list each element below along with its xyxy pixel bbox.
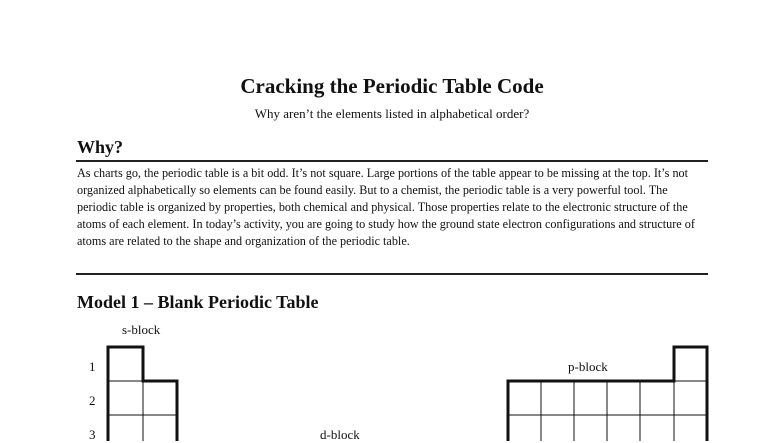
why-heading: Why?: [77, 137, 124, 157]
why-paragraph: As charts go, the periodic table is a bit odd. It’s not square. Large portions of the table appear to be missing at the top. It’s not organized alphabetically so elements can be found easily. But to a chemist, the periodic table is a very powerful tool. The periodic table is organized by properties, both chemical and physical. Those properties relate to the electronic structure of the atoms of each element. In today’s activity, you are going to study how the ground state electron configurations and structure of atoms are related to the shape and organization of the periodic table.: [77, 166, 695, 248]
page-title: Cracking the Periodic Table Code: [240, 74, 544, 98]
row-number-3: 3: [89, 427, 96, 442]
s-block-label: s-block: [122, 322, 161, 337]
row-number-1: 1: [89, 359, 96, 374]
row-number-2: 2: [89, 393, 96, 408]
d-block-label: d-block: [320, 427, 360, 442]
page-subtitle: Why aren’t the elements listed in alphabetical order?: [254, 106, 530, 121]
p-block-label: p-block: [568, 359, 608, 374]
model-1-heading: Model 1 – Blank Periodic Table: [77, 292, 319, 312]
s-block-grid: [108, 347, 177, 441]
p-block-grid: [508, 347, 707, 441]
